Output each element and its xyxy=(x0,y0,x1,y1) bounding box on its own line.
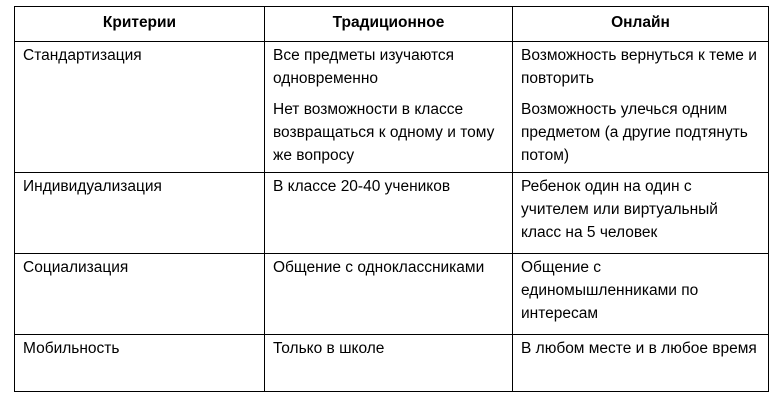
cell-text: Только в школе xyxy=(273,340,385,357)
online-cell xyxy=(513,254,769,335)
traditional-cell xyxy=(265,335,513,392)
criterion-cell: Социализация xyxy=(15,254,265,335)
cell-text: В любом месте и в любое время xyxy=(521,340,757,357)
criterion-cell: Мобильность xyxy=(15,335,265,392)
header-online: Онлайн xyxy=(513,7,769,42)
criterion-cell: Индивидуализация xyxy=(15,173,265,254)
traditional-cell xyxy=(265,173,513,254)
comparison-table xyxy=(14,6,769,392)
online-cell xyxy=(513,173,769,254)
cell-text: Возможность улечься одним предметом (а другие подтянуть потом) xyxy=(521,101,748,164)
table-row xyxy=(15,335,769,392)
criterion-cell: Стандартизация xyxy=(15,42,265,173)
header-criteria: Критерии xyxy=(15,7,265,42)
cell-text: В классе 20-40 учеников xyxy=(273,178,451,195)
cell-text: Нет возможности в классе возвращаться к одному и тому же вопросу xyxy=(273,101,495,164)
cell-text: Общение с одноклассниками xyxy=(273,259,485,276)
cell-text: Возможность вернуться к теме и повторить xyxy=(521,47,757,87)
cell-text: Общение с единомышленниками по интересам xyxy=(521,259,699,322)
table-row xyxy=(15,42,769,173)
table-row xyxy=(15,254,769,335)
header-traditional: Традиционное xyxy=(265,7,513,42)
table-row xyxy=(15,173,769,254)
traditional-cell xyxy=(265,254,513,335)
traditional-cell xyxy=(265,42,513,173)
online-cell xyxy=(513,335,769,392)
online-cell xyxy=(513,42,769,173)
cell-text: Все предметы изучаются одновременно xyxy=(273,47,455,87)
header-row xyxy=(15,7,769,42)
cell-text: Ребенок один на один с учителем или виртуальный класс на 5 человек xyxy=(521,178,718,241)
